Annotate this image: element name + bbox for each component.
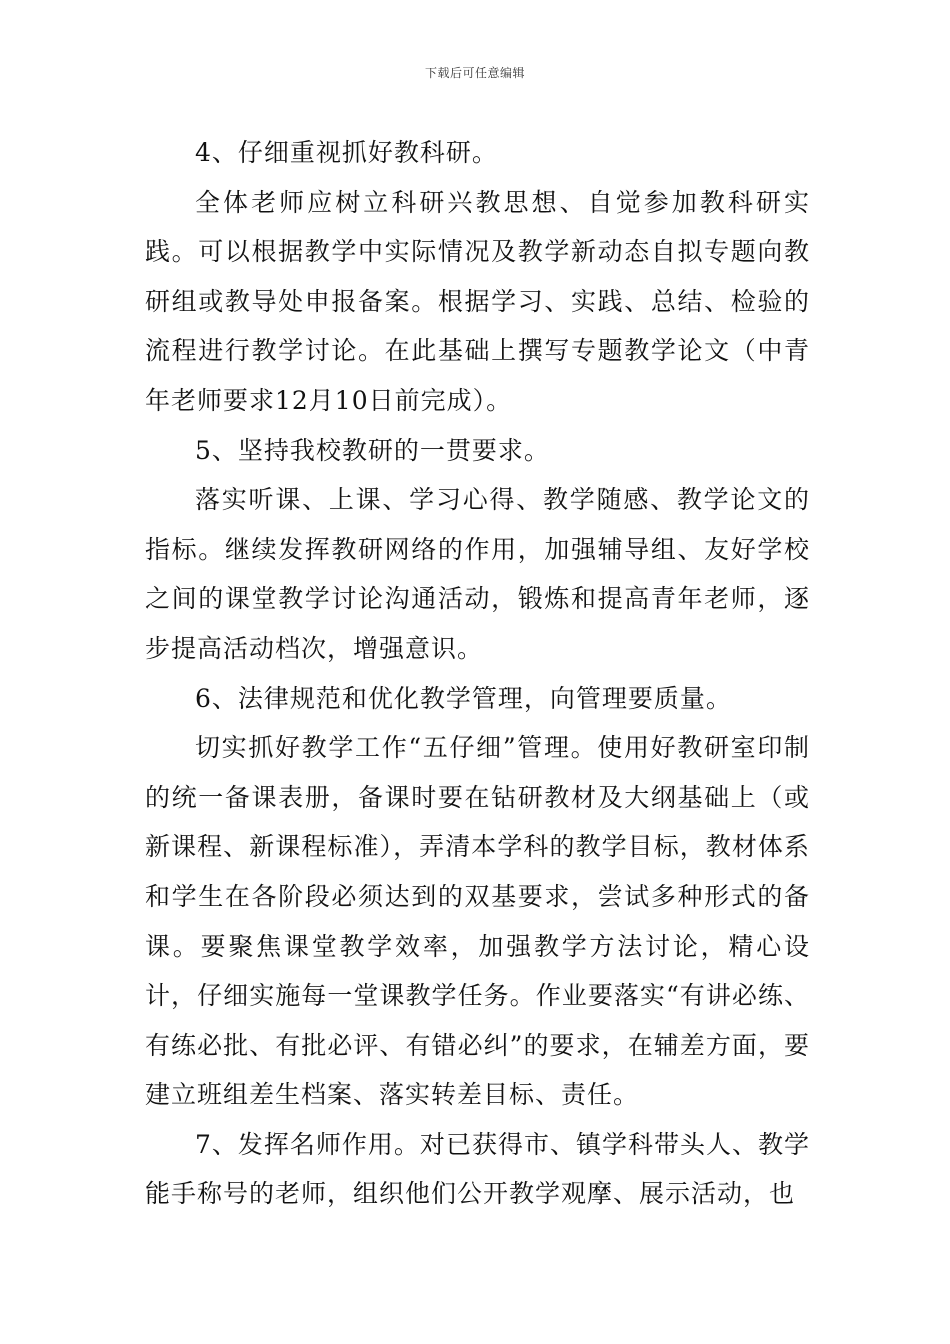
paragraph-item-7-famous-teachers: 7、发挥名师作用。对已获得市、镇学科带头人、教学能手称号的老师，组织他们公开教学观摩、展示活动，也 xyxy=(145,1129,810,1209)
paragraph-research-practice: 全体老师应树立科研兴教思想、自觉参加教科研实践。可以根据教学中实际情况及教学新动态自拟专题向教研组或教导处申报备案。根据学习、实践、总结、检验的流程进行教学讨论。在此基础上撰写专题教学论文（中青年老师要求12月10日前完成）。 xyxy=(145,187,810,415)
page-header: 下载后可任意编辑 xyxy=(424,66,525,80)
paragraph-item-5-heading: 5、坚持我校教研的一贯要求。 xyxy=(195,435,550,465)
paragraph-item-6-heading: 6、法律规范和优化教学管理，向管理要质量。 xyxy=(195,683,732,713)
paragraph-lecture-requirements: 落实听课、上课、学习心得、教学随感、教学论文的指标。继续发挥教研网络的作用，加强辅导组、友好学校之间的课堂教学讨论沟通活动，锻炼和提高青年老师，逐步提高活动档次，增强意识。 xyxy=(145,485,810,663)
paragraph-teaching-management: 切实抓好教学工作“五仔细”管理。使用好教研室印制的统一备课表册，备课时要在钻研教材及大纲基础上（或新课程、新课程标准），弄清本学科的教学目标，教材体系和学生在各阶段必须达到的双基要求，尝试多种形式的备课。要聚焦课堂教学效率，加强教学方法讨论，精心设计，仔细实施每一堂课教学任务。作业要落实“有讲必练、有练必批、有批必评、有错必纠”的要求，在辅差方面，要建立班组差生档案、落实转差目标、责任。 xyxy=(145,733,810,1110)
paragraph-item-4-heading: 4、仔细重视抓好教科研。 xyxy=(195,138,498,167)
document-body xyxy=(145,128,810,1219)
